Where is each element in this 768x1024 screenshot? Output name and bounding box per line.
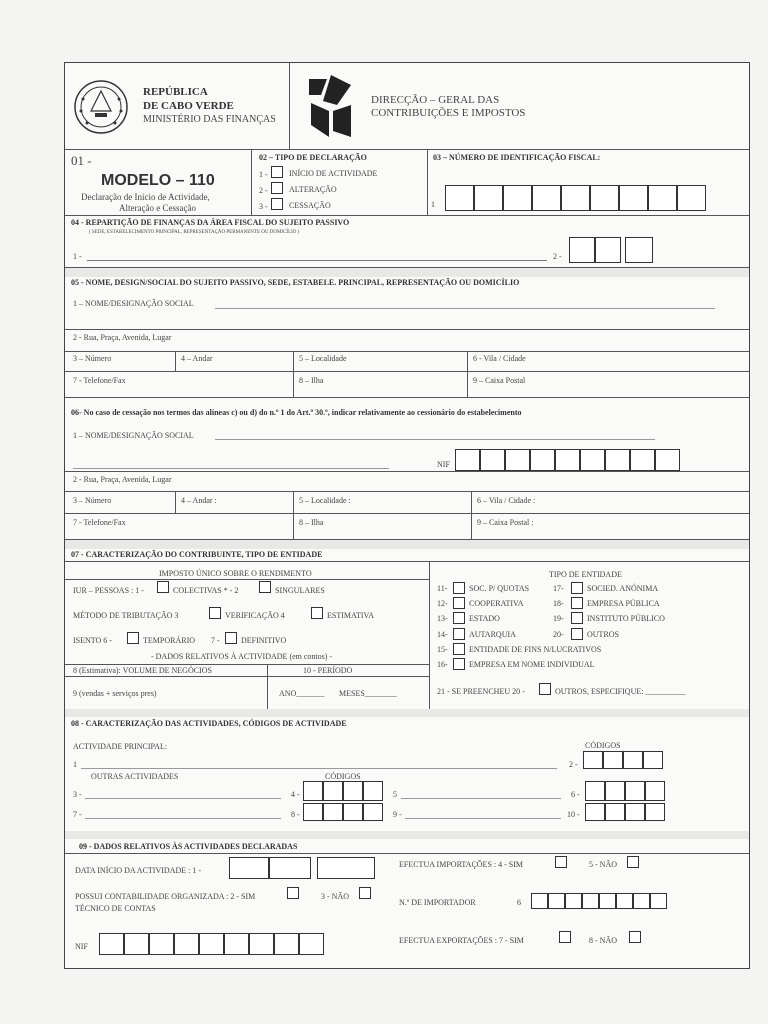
s09-nif-digit-box[interactable] [174,933,199,955]
s05-telefone[interactable]: 7 - Telefone/Fax [73,376,126,385]
s05-rua[interactable]: 2 - Rua, Praça, Avenida, Lugar [73,333,172,342]
checkbox-estimativa[interactable] [311,607,323,619]
coat-of-arms-logo [73,79,129,135]
se-preencheu-label: 21 - SE PREENCHEU 20 - [437,687,525,696]
importador-digit-box[interactable] [582,893,599,909]
s08-f5: 5 [393,790,397,799]
checkbox-verificacao[interactable] [209,607,221,619]
checkbox-singulares[interactable] [259,581,271,593]
s05-nome[interactable]: 1 – NOME/DESIGNAÇÃO SOCIAL [73,299,194,308]
s06-numero[interactable]: 3 – Número [73,496,112,505]
checkbox-inicio[interactable] [271,166,283,178]
opt3-num: 3 - [259,202,268,211]
checkbox-cessacao[interactable] [271,198,283,210]
s03-title: 03 – NÚMERO DE IDENTIFICAÇÃO FISCAL: [433,153,601,162]
importa-nao-label: 5 - NÃO [589,860,617,869]
s09-nif-label: NIF [75,942,88,951]
s09-nif-digit-box[interactable] [149,933,174,955]
importador-digit-box[interactable] [565,893,582,909]
entity-label: EMPRESA PÚBLICA [587,599,660,609]
volume-label: 8 (Estimativa): VOLUME DE NEGÓCIOS [73,666,212,675]
checkbox-contabilidade-nao[interactable] [359,887,371,899]
colectivas-label: COLECTIVAS * - 2 [173,586,239,595]
temporario-label: TEMPORÁRIO [143,636,196,645]
s07-left-title: IMPOSTO ÚNICO SOBRE O RENDIMENTO [159,569,312,578]
code-boxes-10[interactable] [585,803,665,821]
s06-title: 06- No caso de cessação nos termos das alíneas c) ou d) do n.º 1 do Art.º 30.º, indicar relativamente ao cessionário do estabelecimento [71,408,522,417]
outras-label: OUTRAS ACTIVIDADES [91,772,179,781]
entity-number: 13- [437,614,448,624]
entity-label: ENTIDADE DE FINS N/LUCRATIVOS [469,644,602,654]
s06-caixa[interactable]: 9 – Caixa Postal : [477,518,534,527]
s09-nif-digit-box[interactable] [224,933,249,955]
verificacao-label: VERIFICAÇÃO 4 [225,611,285,620]
exportacoes-label: EFECTUA EXPORTAÇÕES : 7 - SIM [399,936,524,945]
s06-rua[interactable]: 2 - Rua, Praça, Avenida, Lugar [73,475,172,484]
s06-nif-digit-box[interactable] [530,449,555,471]
checkbox-outros-especifique[interactable] [539,683,551,695]
dgci-logo [307,75,353,139]
entity-number: 14- [437,629,448,639]
entity-label: AUTARQUIA [469,629,516,639]
repartition-box-2[interactable] [595,237,621,263]
repartition-box-1[interactable] [569,237,595,263]
model-subtitle-1: Declaração de Início de Actividade, [81,192,210,202]
metodo-label: MÉTODO DE TRIBUTAÇÃO 3 [73,611,179,620]
checkbox-importa-sim[interactable] [555,856,567,868]
s06-nif-digit-box[interactable] [605,449,630,471]
entity-number: 12- [437,599,448,609]
code-boxes-8[interactable] [303,803,383,821]
s08-f6: 6 - [571,790,580,799]
importador-digit-box[interactable] [548,893,565,909]
importador-label: N.º DE IMPORTADOR [399,898,476,907]
entity-number: 15- [437,644,448,654]
declaration-form [64,62,750,969]
s08-f3: 3 - [73,790,82,799]
s05-caixa[interactable]: 9 – Caixa Postal [473,376,526,385]
entity-label: SOCIED. ANÓNIMA [587,584,659,593]
importador-digit-box[interactable] [531,893,548,909]
s07-title: 07 - CARACTERIZAÇÃO DO CONTRIBUINTE, TIPO DE ENTIDADE [71,550,323,559]
s04-line [87,260,547,261]
entity-number: 16- [437,660,448,669]
nif-field-num: 1 [431,200,435,209]
s05-localidade[interactable]: 5 – Localidade [299,354,347,363]
importador-digit-box[interactable] [650,893,667,909]
importador-digit-box[interactable] [633,893,650,909]
s06-localidade[interactable]: 5 – Localidade : [299,496,351,505]
s07-right-title: TIPO DE ENTIDADE [549,570,622,579]
s02-title: 02 – TIPO DE DECLARAÇÃO [259,153,367,162]
opt-cessacao-label: CESSAÇÃO [289,201,331,210]
s08-f7: 7 - [73,810,82,819]
importador-digit-box[interactable] [616,893,633,909]
s06-ilha[interactable]: 8 – Ilha [299,518,324,527]
s06-nif-digit-box[interactable] [455,449,480,471]
s04-field2: 2 - [553,252,562,261]
nif-digit-box[interactable] [677,185,706,211]
entity-checkbox[interactable] [571,582,583,594]
nif-digit-box[interactable] [503,185,532,211]
singulares-label: SINGULARES [275,586,325,595]
s05-numero[interactable]: 3 – Número [73,354,112,363]
definitivo-num: 7 - [211,636,220,645]
code-boxes-4[interactable] [303,781,383,801]
checkbox-exporta-nao[interactable] [629,931,641,943]
entity-checkbox[interactable] [453,597,465,609]
vendas-label: 9 (vendas + serviços pres) [73,689,157,698]
codigos-label: CÓDIGOS [585,741,621,750]
checkbox-exporta-sim[interactable] [559,931,571,943]
rule [65,149,749,150]
opt-inicio-label: INÍCIO DE ACTIVIDADE [289,169,378,178]
s06-telefone[interactable]: 7 - Telefone/Fax [73,518,126,527]
entity-number: 20- [553,629,564,639]
s04-title: 04 - REPARTIÇÃO DE FINANÇAS DA ÁREA FISCAL DO SUJEITO PASSIVO [71,218,350,227]
entity-number: 17- [553,584,564,593]
s08-f10: 10 - [567,810,580,819]
s05-cidade[interactable]: 6 - Vila / Cidade [473,354,526,363]
dados-header: - DADOS RELATIVOS À ACTIVIDADE (em contos) - [151,652,333,661]
nif-digit-box[interactable] [561,185,590,211]
s06-nif-digit-box[interactable] [505,449,530,471]
checkbox-importa-nao[interactable] [627,856,639,868]
data-inicio-label: DATA INÍCIO DA ACTIVIDADE : 1 - [75,866,202,875]
s06-nif-digit-box[interactable] [480,449,505,471]
principal-code-boxes[interactable] [583,751,663,769]
s09-nif-digit-box[interactable] [274,933,299,955]
model-title: MODELO – 110 [101,172,215,189]
repartition-box-3[interactable] [625,237,653,263]
s08-f1: 1 [73,760,77,769]
checkbox-temporario[interactable] [127,632,139,644]
definitivo-label: DEFINITIVO [241,636,287,645]
opt-alteracao-label: ALTERAÇÃO [289,185,337,194]
outros-especifique-label[interactable]: OUTROS, ESPECIFIQUE: __________ [555,687,686,696]
s09-nif-digit-box[interactable] [299,933,324,955]
s05-andar[interactable]: 4 – Andar [181,354,213,363]
contabilidade-label: POSSUI CONTABILIDADE ORGANIZADA : 2 - SIM [75,892,256,901]
s08-f4: 4 - [291,790,300,799]
header-divider [289,63,290,149]
meses-field[interactable]: MESES________ [339,689,397,698]
entity-checkbox[interactable] [571,612,583,624]
republic-line1: REPÚBLICA [143,86,208,98]
ministry-name: MINISTÉRIO DAS FINANÇAS [143,114,276,125]
republic-line2: DE CABO VERDE [143,100,234,112]
opt1-num: 1 - [259,170,268,179]
entity-label: INSTITUTO PÚBLICO [587,614,665,624]
ano-field[interactable]: ANO_______ [279,689,325,698]
nif-digit-box[interactable] [648,185,677,211]
s08-title: 08 - CARACTERIZAÇÃO DAS ACTIVIDADES, CÓDIGOS DE ACTIVIDADE [71,719,347,728]
entity-label: ESTADO [469,614,500,624]
entity-label: EMPRESA EM NOME INDIVIDUAL [469,660,595,669]
entity-number: 11- [437,584,448,593]
s05-ilha[interactable]: 8 – Ilha [299,376,324,385]
s09-title: 09 - DADOS RELATIVOS ÀS ACTIVIDADES DECLARADAS [79,842,298,851]
opt2-num: 2 - [259,186,268,195]
tecnico-label: TÉCNICO DE CONTAS [75,904,156,913]
entity-checkbox[interactable] [453,658,465,670]
periodo-label: 10 - PERÍODO [303,666,353,675]
s06-nif-digit-box[interactable] [555,449,580,471]
s08-f2: 2 - [569,760,578,769]
s06-nome[interactable]: 1 – NOME/DESIGNAÇÃO SOCIAL [73,431,194,440]
s06-andar[interactable]: 4 – Andar : [181,496,217,505]
entity-number: 19- [553,614,564,624]
s06-nif-digit-box[interactable] [580,449,605,471]
checkbox-colectivas[interactable] [157,581,169,593]
s01-num: 01 - [71,153,92,168]
codigos2-label: CÓDIGOS [325,772,361,781]
data-inicio-boxes[interactable] [229,857,375,879]
s06-nif-label: NIF [437,460,450,469]
importador-digit-box[interactable] [599,893,616,909]
principal-label: ACTIVIDADE PRINCIPAL: [73,742,168,751]
entity-checkbox[interactable] [453,628,465,640]
nif-digit-box[interactable] [445,185,474,211]
s06-nif-digit-box[interactable] [655,449,680,471]
iur-label: IUR – PESSOAS : 1 - [73,586,144,595]
entity-label: OUTROS [587,629,620,639]
contabilidade-nao-label: 3 - NÃO [321,892,349,901]
nif-digit-box[interactable] [590,185,619,211]
importacoes-label: EFECTUA IMPORTAÇÕES : 4 - SIM [399,860,524,869]
s06-cidade[interactable]: 6 – Vila / Cidade : [477,496,536,505]
s04-field1: 1 - [73,252,82,261]
s09-nif-digit-box[interactable] [199,933,224,955]
nif-digit-box[interactable] [619,185,648,211]
entity-checkbox[interactable] [453,643,465,655]
checkbox-alteracao[interactable] [271,182,283,194]
s09-nif-digit-box[interactable] [99,933,124,955]
code-boxes-6[interactable] [585,781,665,801]
nif-digit-box[interactable] [474,185,503,211]
isento-label: ISENTO 6 - [73,636,112,645]
s08-f8: 8 - [291,810,300,819]
s09-nif-digit-box[interactable] [249,933,274,955]
entity-checkbox[interactable] [453,612,465,624]
s04-note: ( SEDE, ESTABELECIMENTO PRINCIPAL, REPRESENTAÇÃO PERMANENTE OU DOMICÍLIO ) [89,230,300,235]
model-subtitle-2: Alteração e Cessação [119,203,196,213]
direction-line2: CONTRIBUIÇÕES E IMPOSTOS [371,107,526,119]
exporta-nao-label: 8 - NÃO [589,936,617,945]
importador-num: 6 [517,898,521,907]
entity-checkbox[interactable] [453,582,465,594]
s08-f9: 9 - [393,810,402,819]
entity-checkbox[interactable] [571,628,583,640]
s06-nif-digit-box[interactable] [630,449,655,471]
s09-nif-digit-box[interactable] [124,933,149,955]
entity-number: 18- [553,599,564,609]
entity-checkbox[interactable] [571,597,583,609]
checkbox-definitivo[interactable] [225,632,237,644]
nif-digit-box[interactable] [532,185,561,211]
checkbox-contabilidade-sim[interactable] [287,887,299,899]
direction-line1: DIRECÇÃO – GERAL DAS [371,94,500,106]
entity-label: COOPERATIVA [469,599,524,609]
estimativa-label: ESTIMATIVA [327,611,374,620]
entity-label: SOC. P/ QUOTAS [469,584,530,593]
s05-title: 05 - NOME, DESIGN/SOCIAL DO SUJEITO PASSIVO, SEDE, ESTABELE. PRINCIPAL, REPRESENTAÇÃO OU DOMICÍLIO [71,278,520,287]
